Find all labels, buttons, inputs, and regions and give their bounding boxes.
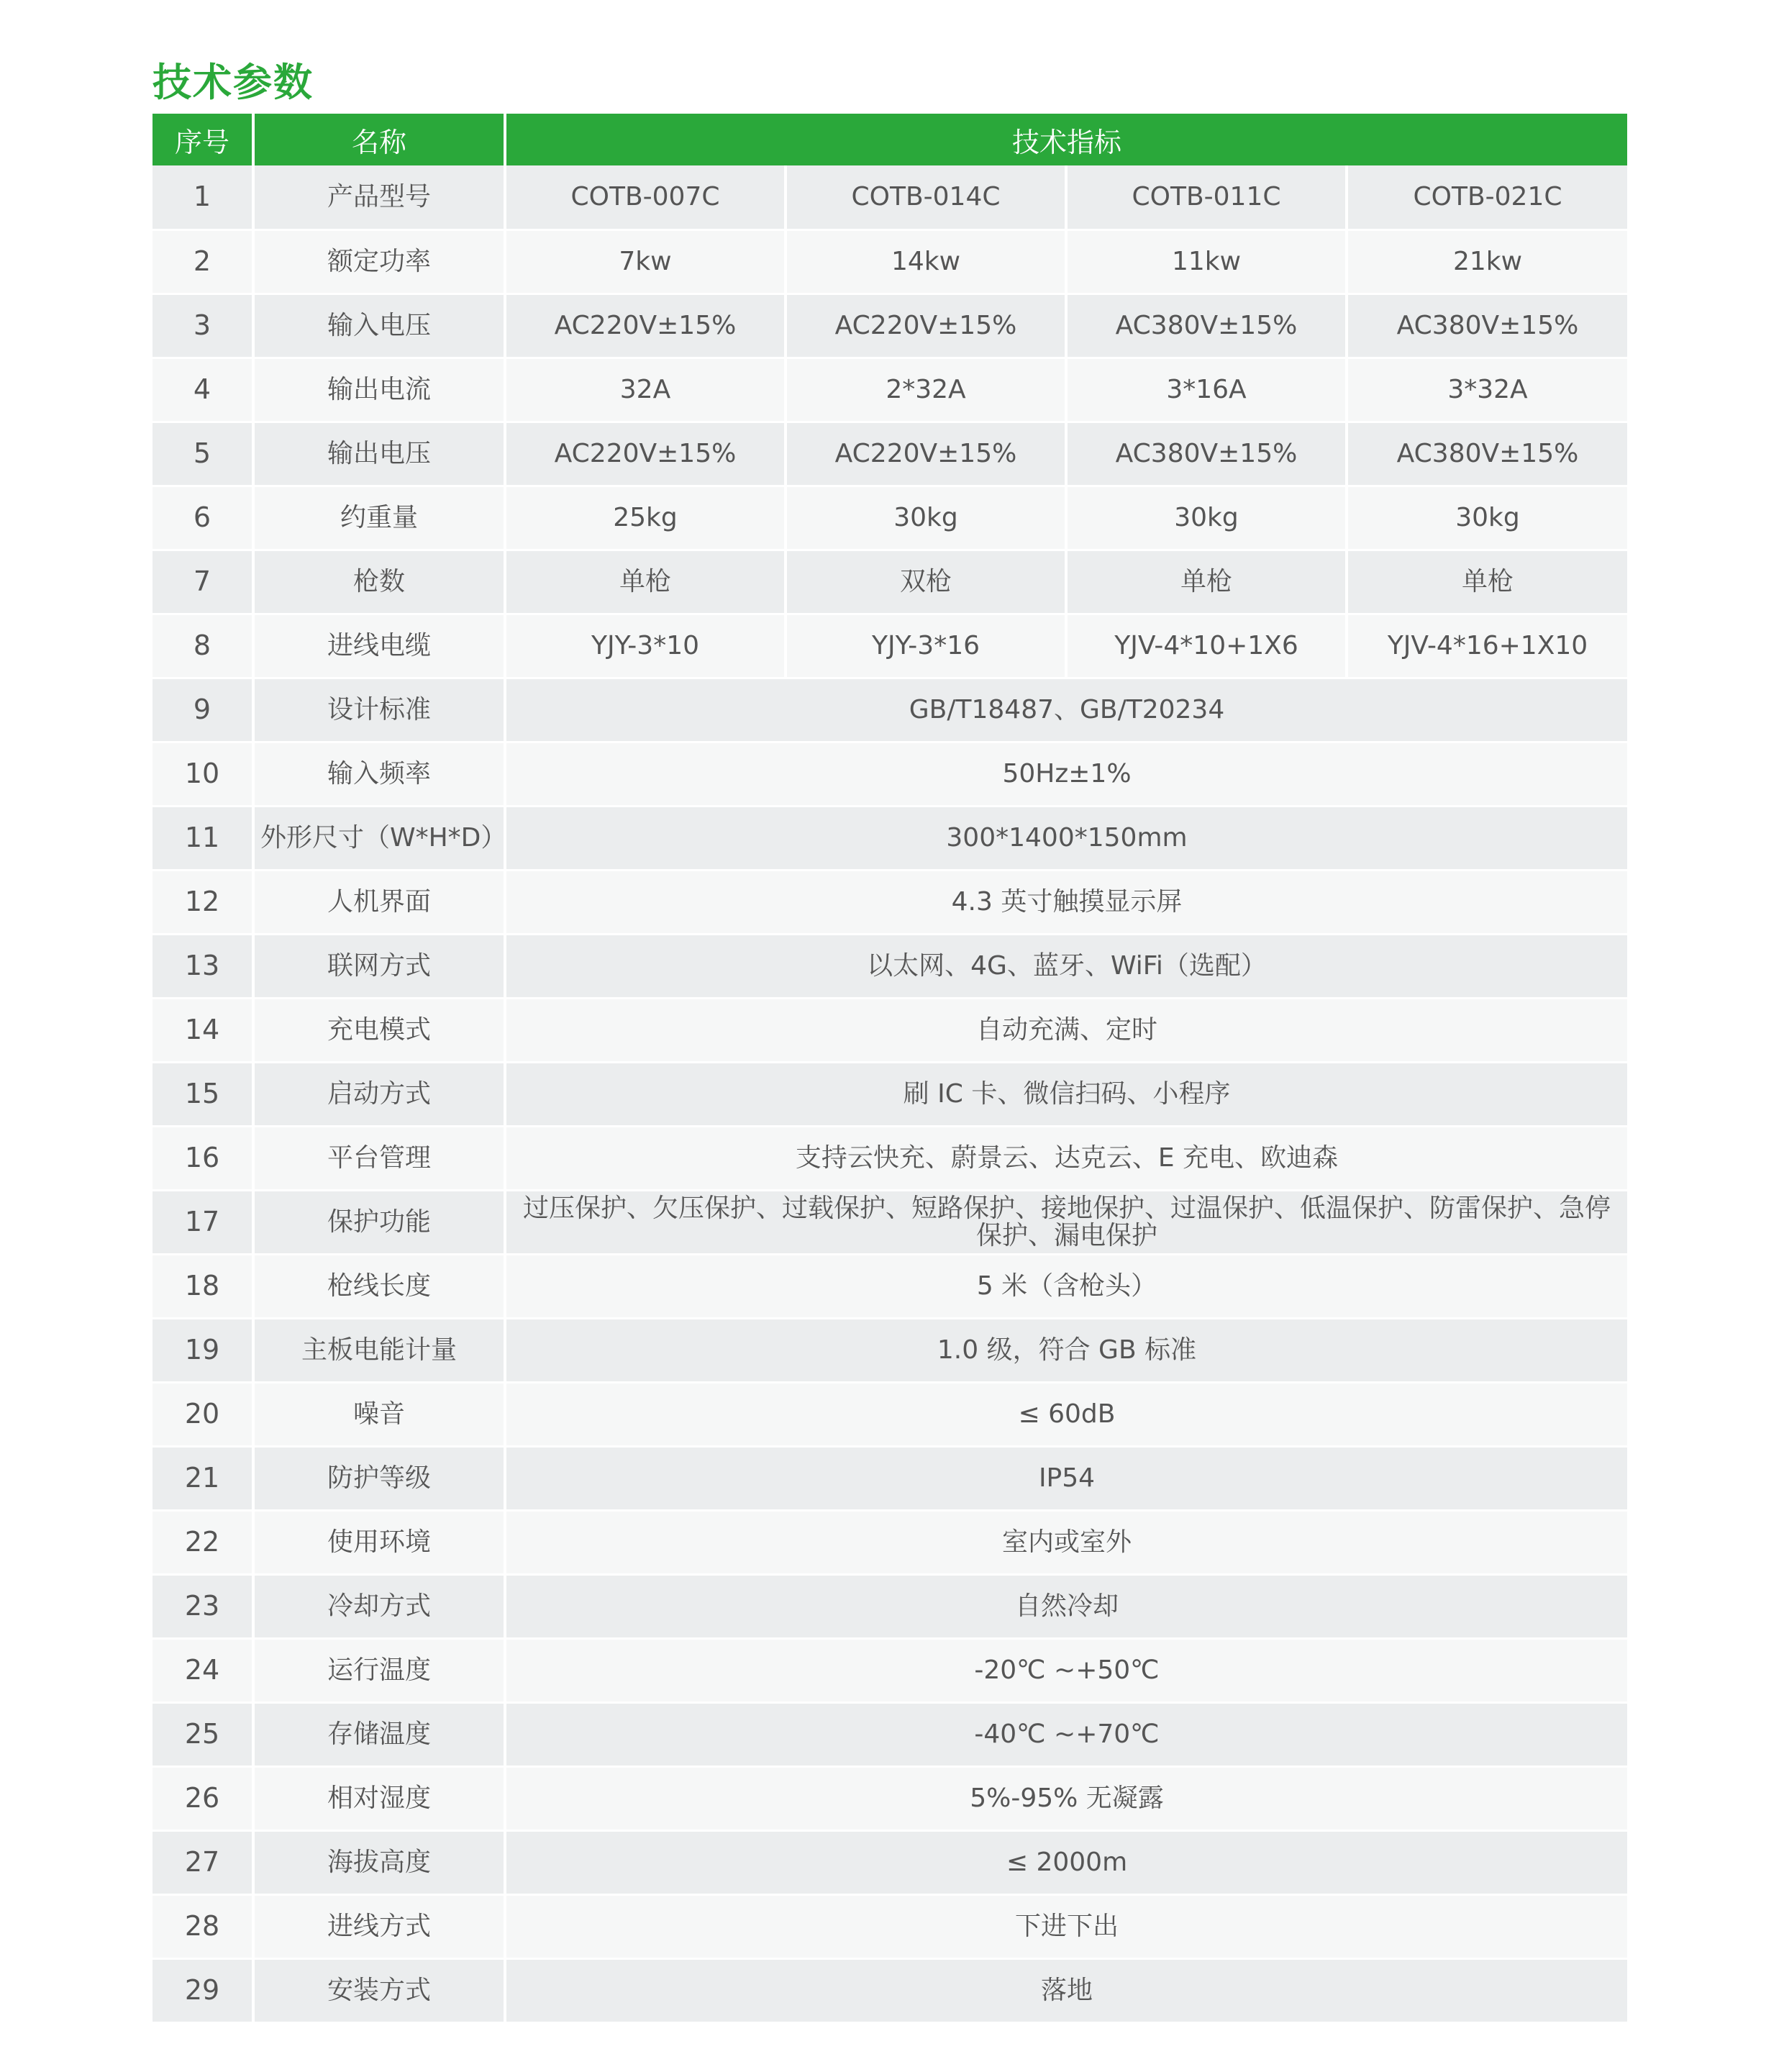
- param-name: 输入频率: [253, 742, 505, 806]
- row-number: 20: [153, 1382, 253, 1446]
- param-value: 单枪: [505, 550, 786, 614]
- param-name: 启动方式: [253, 1062, 505, 1126]
- param-value: 5%-95% 无凝露: [505, 1766, 1627, 1830]
- param-name: 额定功率: [253, 230, 505, 294]
- table-row: [153, 1446, 1627, 1510]
- param-name: 枪线长度: [253, 1254, 505, 1318]
- param-name: 枪数: [253, 550, 505, 614]
- param-value: YJV-4*16+1X10: [1347, 614, 1627, 678]
- param-value: 1.0 级，符合 GB 标准: [505, 1318, 1627, 1382]
- row-number: 17: [153, 1190, 253, 1254]
- param-value: AC220V±15%: [786, 294, 1066, 358]
- param-name: 设计标准: [253, 678, 505, 742]
- table-row: [153, 550, 1627, 614]
- param-value: 4.3 英寸触摸显示屏: [505, 870, 1627, 934]
- row-number: 29: [153, 1958, 253, 2022]
- spec-table: [153, 114, 1627, 2024]
- table-row: [153, 1190, 1627, 1254]
- param-value: 11kw: [1066, 230, 1347, 294]
- param-value: 2*32A: [786, 358, 1066, 422]
- row-number: 27: [153, 1830, 253, 1894]
- table-row: [153, 614, 1627, 678]
- param-value: ≤ 60dB: [505, 1382, 1627, 1446]
- param-value: 25kg: [505, 486, 786, 550]
- param-value: 14kw: [786, 230, 1066, 294]
- param-name: 保护功能: [253, 1190, 505, 1254]
- param-value: 双枪: [786, 550, 1066, 614]
- row-number: 5: [153, 422, 253, 486]
- table-row: [153, 486, 1627, 550]
- table-row: [153, 678, 1627, 742]
- param-name: 相对湿度: [253, 1766, 505, 1830]
- param-value: 支持云快充、蔚景云、达克云、E 充电、欧迪森: [505, 1126, 1627, 1190]
- param-value: COTB-021C: [1347, 165, 1627, 230]
- table-row: [153, 742, 1627, 806]
- row-number: 8: [153, 614, 253, 678]
- param-name: 噪音: [253, 1382, 505, 1446]
- header-name: 名称: [253, 114, 505, 165]
- param-name: 冷却方式: [253, 1574, 505, 1638]
- row-number: 18: [153, 1254, 253, 1318]
- row-number: 25: [153, 1702, 253, 1766]
- table-row: [153, 1958, 1627, 2022]
- param-value: 单枪: [1066, 550, 1347, 614]
- param-value: 50Hz±1%: [505, 742, 1627, 806]
- row-number: 14: [153, 998, 253, 1062]
- row-number: 7: [153, 550, 253, 614]
- table-row: [153, 358, 1627, 422]
- param-value: AC380V±15%: [1347, 422, 1627, 486]
- table-header-row: [153, 114, 1627, 165]
- row-number: 22: [153, 1510, 253, 1574]
- table-row: [153, 870, 1627, 934]
- param-value: 室内或室外: [505, 1510, 1627, 1574]
- param-name: 输入电压: [253, 294, 505, 358]
- row-number: 23: [153, 1574, 253, 1638]
- param-value: 自动充满、定时: [505, 998, 1627, 1062]
- table-row: [153, 1830, 1627, 1894]
- param-value: 7kw: [505, 230, 786, 294]
- param-value: 落地: [505, 1958, 1627, 2022]
- param-value: COTB-014C: [786, 165, 1066, 230]
- table-row: [153, 1510, 1627, 1574]
- param-value: YJY-3*16: [786, 614, 1066, 678]
- param-name: 外形尺寸（W*H*D）: [253, 806, 505, 870]
- row-number: 12: [153, 870, 253, 934]
- param-name: 约重量: [253, 486, 505, 550]
- row-number: 15: [153, 1062, 253, 1126]
- param-value: 21kw: [1347, 230, 1627, 294]
- param-value: -20℃ ~+50℃: [505, 1638, 1627, 1702]
- header-spec: 技术指标: [505, 114, 1627, 165]
- param-value: 30kg: [786, 486, 1066, 550]
- param-value: 30kg: [1347, 486, 1627, 550]
- param-name: 存储温度: [253, 1702, 505, 1766]
- param-value: GB/T18487、GB/T20234: [505, 678, 1627, 742]
- param-value: AC380V±15%: [1066, 294, 1347, 358]
- row-number: 24: [153, 1638, 253, 1702]
- param-value: 刷 IC 卡、微信扫码、小程序: [505, 1062, 1627, 1126]
- spec-table-body: [153, 165, 1627, 2022]
- param-name: 联网方式: [253, 934, 505, 998]
- param-name: 运行温度: [253, 1638, 505, 1702]
- param-value: 3*32A: [1347, 358, 1627, 422]
- param-value: -40℃ ~+70℃: [505, 1702, 1627, 1766]
- param-name: 人机界面: [253, 870, 505, 934]
- param-value: ≤ 2000m: [505, 1830, 1627, 1894]
- param-name: 输出电流: [253, 358, 505, 422]
- row-number: 9: [153, 678, 253, 742]
- param-value: 下进下出: [505, 1894, 1627, 1958]
- param-value: COTB-011C: [1066, 165, 1347, 230]
- row-number: 21: [153, 1446, 253, 1510]
- table-row: [153, 1574, 1627, 1638]
- table-row: [153, 294, 1627, 358]
- table-row: [153, 1254, 1627, 1318]
- row-number: 16: [153, 1126, 253, 1190]
- table-row: [153, 934, 1627, 998]
- param-name: 输出电压: [253, 422, 505, 486]
- table-row: [153, 422, 1627, 486]
- param-value: COTB-007C: [505, 165, 786, 230]
- row-number: 19: [153, 1318, 253, 1382]
- table-row: [153, 1382, 1627, 1446]
- table-row: [153, 1318, 1627, 1382]
- table-row: [153, 1766, 1627, 1830]
- param-value: AC220V±15%: [786, 422, 1066, 486]
- row-number: 2: [153, 230, 253, 294]
- param-value: 3*16A: [1066, 358, 1347, 422]
- table-row: [153, 1126, 1627, 1190]
- table-row: [153, 1062, 1627, 1126]
- page-title: 技术参数: [153, 60, 314, 105]
- param-value: IP54: [505, 1446, 1627, 1510]
- row-number: 4: [153, 358, 253, 422]
- param-value: AC380V±15%: [1066, 422, 1347, 486]
- header-no: 序号: [153, 114, 253, 165]
- param-value: AC380V±15%: [1347, 294, 1627, 358]
- row-number: 28: [153, 1894, 253, 1958]
- table-row: [153, 998, 1627, 1062]
- param-value: 5 米（含枪头）: [505, 1254, 1627, 1318]
- table-row: [153, 806, 1627, 870]
- row-number: 11: [153, 806, 253, 870]
- table-row: [153, 1638, 1627, 1702]
- param-name: 进线电缆: [253, 614, 505, 678]
- param-name: 进线方式: [253, 1894, 505, 1958]
- param-name: 使用环境: [253, 1510, 505, 1574]
- param-value: YJY-3*10: [505, 614, 786, 678]
- param-name: 产品型号: [253, 165, 505, 230]
- param-name: 充电模式: [253, 998, 505, 1062]
- row-number: 6: [153, 486, 253, 550]
- table-row: [153, 1702, 1627, 1766]
- param-value: 以太网、4G、蓝牙、WiFi（选配）: [505, 934, 1627, 998]
- row-number: 1: [153, 165, 253, 230]
- param-name: 平台管理: [253, 1126, 505, 1190]
- table-row: [153, 1894, 1627, 1958]
- param-value: AC220V±15%: [505, 294, 786, 358]
- row-number: 13: [153, 934, 253, 998]
- table-row: [153, 230, 1627, 294]
- param-name: 安装方式: [253, 1958, 505, 2022]
- param-value: 32A: [505, 358, 786, 422]
- row-number: 3: [153, 294, 253, 358]
- param-name: 防护等级: [253, 1446, 505, 1510]
- param-value: 300*1400*150mm: [505, 806, 1627, 870]
- param-name: 主板电能计量: [253, 1318, 505, 1382]
- param-value: 过压保护、欠压保护、过载保护、短路保护、接地保护、过温保护、低温保护、防雷保护、急停保护、漏电保护: [505, 1190, 1627, 1254]
- row-number: 26: [153, 1766, 253, 1830]
- row-number: 10: [153, 742, 253, 806]
- param-value: 单枪: [1347, 550, 1627, 614]
- table-row: [153, 165, 1627, 230]
- param-name: 海拔高度: [253, 1830, 505, 1894]
- param-value: 自然冷却: [505, 1574, 1627, 1638]
- param-value: YJV-4*10+1X6: [1066, 614, 1347, 678]
- param-value: 30kg: [1066, 486, 1347, 550]
- param-value: AC220V±15%: [505, 422, 786, 486]
